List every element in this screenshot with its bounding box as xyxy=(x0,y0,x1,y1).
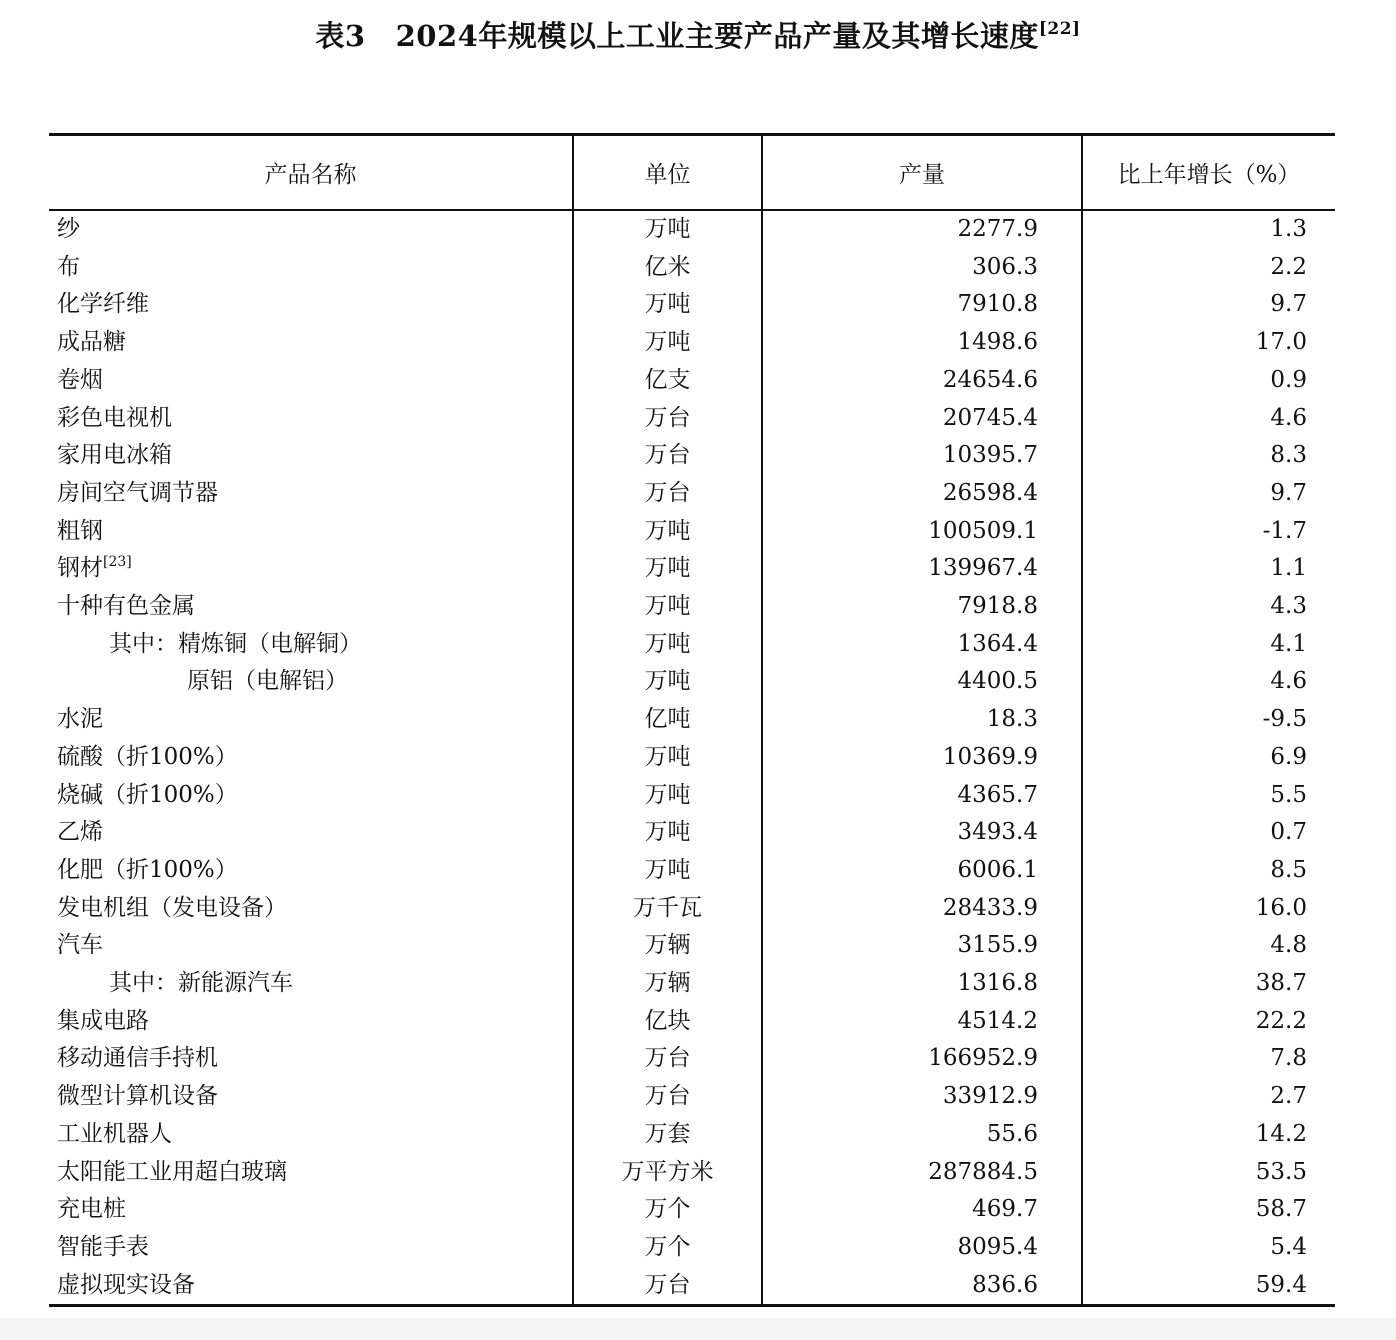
product-name-cell xyxy=(49,475,573,513)
unit-cell: 万辆 xyxy=(573,927,762,965)
table-row xyxy=(49,400,1335,438)
unit-cell: 万吨 xyxy=(573,210,762,249)
output-cell: 4365.7 xyxy=(762,777,1082,815)
growth-cell: 5.4 xyxy=(1082,1229,1335,1267)
growth-cell: 5.5 xyxy=(1082,777,1335,815)
growth-cell: 0.7 xyxy=(1082,814,1335,852)
output-cell: 8095.4 xyxy=(762,1229,1082,1267)
product-name-cell xyxy=(49,1191,573,1229)
growth-cell: -9.5 xyxy=(1082,701,1335,739)
product-name: 家用电冰箱 xyxy=(57,442,172,469)
growth-cell: 59.4 xyxy=(1082,1267,1335,1306)
output-cell: 139967.4 xyxy=(762,550,1082,588)
product-name: 其中：新能源汽车 xyxy=(109,970,293,997)
table-row xyxy=(49,814,1335,852)
output-cell: 6006.1 xyxy=(762,852,1082,890)
footnote-ref: [23] xyxy=(103,554,132,571)
unit-cell: 万台 xyxy=(573,1267,762,1306)
growth-cell: 4.8 xyxy=(1082,927,1335,965)
output-cell: 836.6 xyxy=(762,1267,1082,1306)
unit-cell: 万台 xyxy=(573,400,762,438)
bottom-band xyxy=(0,1318,1396,1340)
output-cell: 469.7 xyxy=(762,1191,1082,1229)
product-name: 化肥（折100%） xyxy=(57,856,238,883)
product-name-cell xyxy=(49,513,573,551)
product-name-cell xyxy=(49,550,573,588)
product-name-cell xyxy=(49,1267,573,1306)
unit-cell: 万吨 xyxy=(573,513,762,551)
output-cell: 306.3 xyxy=(762,249,1082,287)
product-name: 布 xyxy=(57,253,80,280)
unit-cell: 万台 xyxy=(573,475,762,513)
table-row xyxy=(49,1154,1335,1192)
product-name-cell xyxy=(49,1116,573,1154)
table-row xyxy=(49,739,1335,777)
table-row xyxy=(49,210,1335,249)
product-name-cell xyxy=(49,1229,573,1267)
product-name-cell xyxy=(49,588,573,626)
table-row xyxy=(49,852,1335,890)
table-row xyxy=(49,626,1335,664)
table-row xyxy=(49,362,1335,400)
growth-cell: 22.2 xyxy=(1082,1003,1335,1041)
product-name: 其中：精炼铜（电解铜） xyxy=(109,630,362,657)
unit-cell: 万吨 xyxy=(573,626,762,664)
table-row xyxy=(49,1040,1335,1078)
table-row xyxy=(49,965,1335,1003)
growth-cell: 4.3 xyxy=(1082,588,1335,626)
table-row xyxy=(49,890,1335,928)
product-name-cell xyxy=(49,400,573,438)
growth-cell: 4.6 xyxy=(1082,400,1335,438)
product-name: 化学纤维 xyxy=(57,291,149,318)
product-name: 乙烯 xyxy=(57,819,103,846)
output-cell: 287884.5 xyxy=(762,1154,1082,1192)
growth-cell: -1.7 xyxy=(1082,513,1335,551)
product-name: 智能手表 xyxy=(57,1233,149,1260)
product-name-cell xyxy=(49,739,573,777)
growth-cell: 4.6 xyxy=(1082,663,1335,701)
product-name-cell xyxy=(49,663,573,701)
growth-cell: 6.9 xyxy=(1082,739,1335,777)
product-name-cell xyxy=(49,1040,573,1078)
growth-cell: 53.5 xyxy=(1082,1154,1335,1192)
table-row xyxy=(49,701,1335,739)
output-cell: 3493.4 xyxy=(762,814,1082,852)
table-row xyxy=(49,1229,1335,1267)
output-cell: 26598.4 xyxy=(762,475,1082,513)
unit-cell: 万辆 xyxy=(573,965,762,1003)
table-title xyxy=(0,14,1396,55)
table-row xyxy=(49,1078,1335,1116)
unit-cell: 万吨 xyxy=(573,852,762,890)
header-product-name: 产品名称 xyxy=(49,135,573,211)
output-cell: 7918.8 xyxy=(762,588,1082,626)
product-name: 彩色电视机 xyxy=(57,404,172,431)
table-row xyxy=(49,1267,1335,1306)
table-row xyxy=(49,588,1335,626)
product-name: 汽车 xyxy=(57,932,103,959)
product-name: 水泥 xyxy=(57,706,103,733)
output-cell: 55.6 xyxy=(762,1116,1082,1154)
output-cell: 1316.8 xyxy=(762,965,1082,1003)
table-row xyxy=(49,1003,1335,1041)
header-output: 产量 xyxy=(762,135,1082,211)
unit-cell: 万台 xyxy=(573,1040,762,1078)
growth-cell: 58.7 xyxy=(1082,1191,1335,1229)
growth-cell: 1.3 xyxy=(1082,210,1335,249)
product-name: 成品糖 xyxy=(57,329,126,356)
output-cell: 7910.8 xyxy=(762,286,1082,324)
unit-cell: 亿吨 xyxy=(573,701,762,739)
product-name: 原铝（电解铝） xyxy=(187,668,348,695)
table-row xyxy=(49,249,1335,287)
table-row xyxy=(49,513,1335,551)
product-name-cell xyxy=(49,777,573,815)
output-cell: 20745.4 xyxy=(762,400,1082,438)
growth-cell: 9.7 xyxy=(1082,286,1335,324)
product-name-cell xyxy=(49,852,573,890)
unit-cell: 万吨 xyxy=(573,550,762,588)
product-name-cell xyxy=(49,1154,573,1192)
unit-cell: 万个 xyxy=(573,1191,762,1229)
unit-cell: 万吨 xyxy=(573,286,762,324)
product-name-cell xyxy=(49,324,573,362)
output-cell: 33912.9 xyxy=(762,1078,1082,1116)
product-name-cell xyxy=(49,437,573,475)
product-name-cell xyxy=(49,626,573,664)
product-name: 房间空气调节器 xyxy=(57,479,218,506)
product-name: 烧碱（折100%） xyxy=(57,781,238,808)
product-name-cell xyxy=(49,927,573,965)
table-row xyxy=(49,286,1335,324)
unit-cell: 万吨 xyxy=(573,777,762,815)
unit-cell: 万台 xyxy=(573,437,762,475)
unit-cell: 万套 xyxy=(573,1116,762,1154)
table-row xyxy=(49,663,1335,701)
table-title-text: 2024年规模以上工业主要产品产量及其增长速度 xyxy=(395,19,1039,53)
growth-cell: 16.0 xyxy=(1082,890,1335,928)
output-cell: 3155.9 xyxy=(762,927,1082,965)
table-number: 表3 xyxy=(315,19,366,53)
product-name: 十种有色金属 xyxy=(57,593,195,620)
growth-cell: 8.3 xyxy=(1082,437,1335,475)
unit-cell: 万吨 xyxy=(573,324,762,362)
product-name-cell xyxy=(49,701,573,739)
growth-cell: 7.8 xyxy=(1082,1040,1335,1078)
output-cell: 28433.9 xyxy=(762,890,1082,928)
product-name-cell xyxy=(49,1003,573,1041)
growth-cell: 2.7 xyxy=(1082,1078,1335,1116)
table-row xyxy=(49,927,1335,965)
growth-cell: 1.1 xyxy=(1082,550,1335,588)
growth-cell: 9.7 xyxy=(1082,475,1335,513)
table-row xyxy=(49,1116,1335,1154)
table-row xyxy=(49,324,1335,362)
output-cell: 1364.4 xyxy=(762,626,1082,664)
table-row xyxy=(49,1191,1335,1229)
output-cell: 10369.9 xyxy=(762,739,1082,777)
product-name: 钢材 xyxy=(57,555,103,582)
unit-cell: 万吨 xyxy=(573,588,762,626)
growth-cell: 38.7 xyxy=(1082,965,1335,1003)
product-name: 卷烟 xyxy=(57,366,103,393)
product-name: 发电机组（发电设备） xyxy=(57,894,287,921)
table-row xyxy=(49,437,1335,475)
growth-cell: 8.5 xyxy=(1082,852,1335,890)
unit-cell: 万台 xyxy=(573,1078,762,1116)
output-cell: 10395.7 xyxy=(762,437,1082,475)
growth-cell: 2.2 xyxy=(1082,249,1335,287)
product-name: 微型计算机设备 xyxy=(57,1083,218,1110)
title-footnote-ref: [22] xyxy=(1038,19,1081,39)
table-row xyxy=(49,777,1335,815)
unit-cell: 亿支 xyxy=(573,362,762,400)
output-cell: 24654.6 xyxy=(762,362,1082,400)
header-growth: 比上年增长（%） xyxy=(1082,135,1335,211)
table-row xyxy=(49,550,1335,588)
unit-cell: 万平方米 xyxy=(573,1154,762,1192)
growth-cell: 14.2 xyxy=(1082,1116,1335,1154)
product-name: 纱 xyxy=(57,216,80,242)
product-name-cell xyxy=(49,286,573,324)
output-cell: 4514.2 xyxy=(762,1003,1082,1041)
output-cell: 1498.6 xyxy=(762,324,1082,362)
product-name: 粗钢 xyxy=(57,517,103,544)
product-name-cell xyxy=(49,965,573,1003)
product-name-cell xyxy=(49,362,573,400)
unit-cell: 万吨 xyxy=(573,814,762,852)
product-name-cell xyxy=(49,249,573,287)
output-cell: 4400.5 xyxy=(762,663,1082,701)
product-output-table xyxy=(49,133,1335,1307)
table-header-row xyxy=(49,135,1335,211)
output-cell: 2277.9 xyxy=(762,210,1082,249)
output-cell: 166952.9 xyxy=(762,1040,1082,1078)
product-name: 集成电路 xyxy=(57,1007,149,1034)
product-name: 移动通信手持机 xyxy=(57,1045,218,1072)
unit-cell: 万个 xyxy=(573,1229,762,1267)
product-name: 工业机器人 xyxy=(57,1120,172,1147)
product-name: 虚拟现实设备 xyxy=(57,1271,195,1298)
header-unit: 单位 xyxy=(573,135,762,211)
unit-cell: 万吨 xyxy=(573,739,762,777)
unit-cell: 万千瓦 xyxy=(573,890,762,928)
unit-cell: 万吨 xyxy=(573,663,762,701)
growth-cell: 0.9 xyxy=(1082,362,1335,400)
product-name-cell xyxy=(49,890,573,928)
product-name: 硫酸（折100%） xyxy=(57,743,238,770)
output-cell: 100509.1 xyxy=(762,513,1082,551)
product-name: 充电桩 xyxy=(57,1196,126,1223)
product-name: 太阳能工业用超白玻璃 xyxy=(57,1158,287,1185)
product-name-cell xyxy=(49,814,573,852)
output-cell: 18.3 xyxy=(762,701,1082,739)
table-row xyxy=(49,475,1335,513)
growth-cell: 4.1 xyxy=(1082,626,1335,664)
product-name-cell xyxy=(49,210,573,249)
product-name-cell xyxy=(49,1078,573,1116)
growth-cell: 17.0 xyxy=(1082,324,1335,362)
unit-cell: 亿块 xyxy=(573,1003,762,1041)
unit-cell: 亿米 xyxy=(573,249,762,287)
